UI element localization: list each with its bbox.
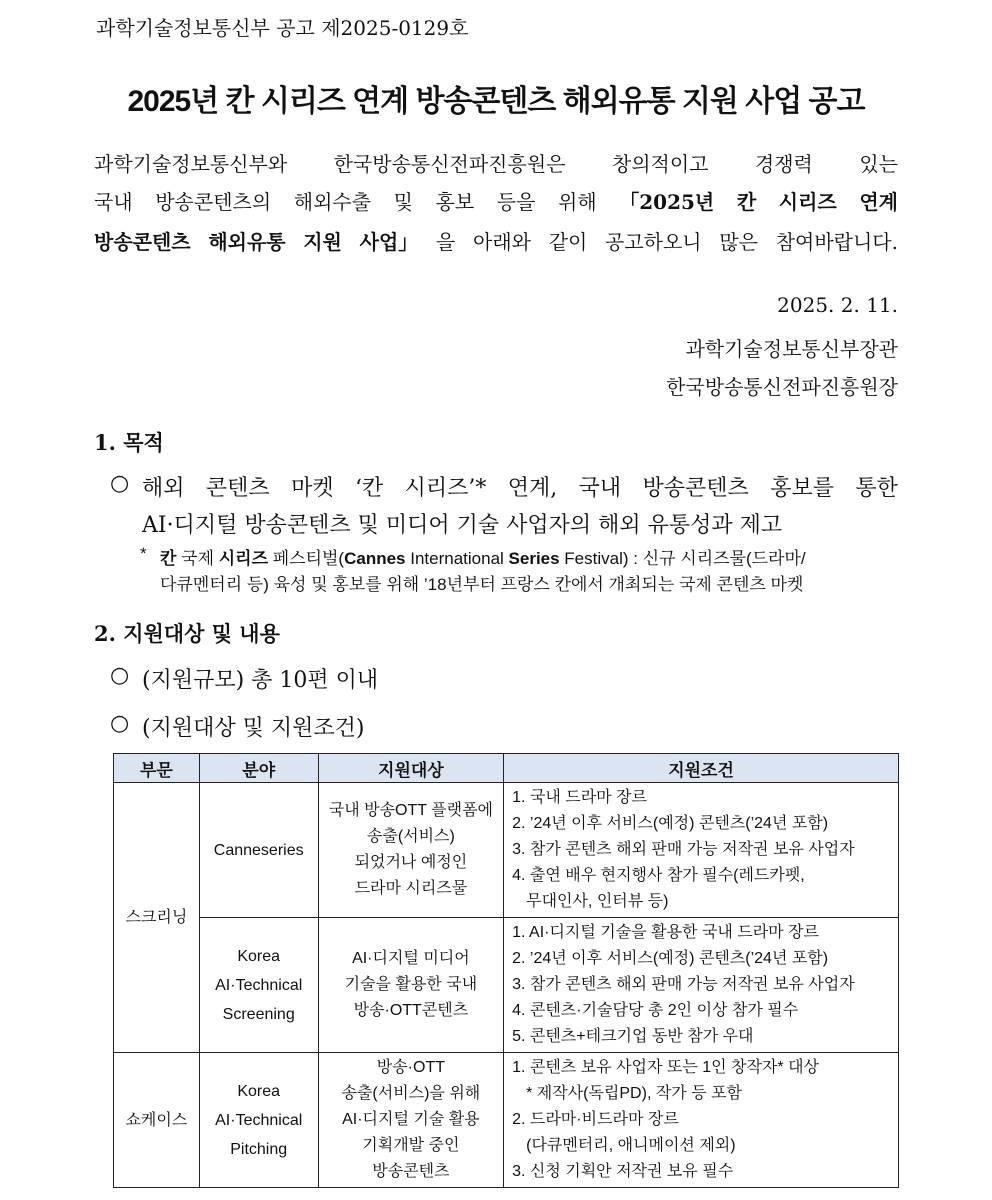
note-part: Series xyxy=(508,549,560,568)
document-title: 2025년 칸 시리즈 연계 방송콘텐츠 해외유통 지원 사업 공고 xyxy=(127,85,865,118)
purpose-line-1 xyxy=(142,471,898,502)
issuer-agency: 한국방송통신전파진흥원장 xyxy=(666,375,898,399)
note-part: Cannes xyxy=(344,549,406,568)
condition-item: 무대인사, 인터뷰 등) xyxy=(526,893,669,910)
target-cell xyxy=(318,918,503,1053)
condition-item: (다큐멘터리, 애니메이션 제외) xyxy=(526,1137,736,1154)
intro-word: 같이 xyxy=(548,230,588,254)
purpose-word: 콘텐츠 xyxy=(205,476,270,501)
purpose-note-line-1 xyxy=(160,544,806,569)
intro-word: 해외수출 xyxy=(293,190,372,214)
note-part: International xyxy=(405,549,509,568)
note-part: 페스티벌( xyxy=(268,549,345,568)
cell-line: AI·디지털 기술 활용 xyxy=(342,1111,480,1128)
intro-word: 방송콘텐츠의 xyxy=(155,190,272,214)
condition-item: 1. AI·디지털 기술을 활용한 국내 드라마 장르 xyxy=(512,924,819,941)
intro-line-1 xyxy=(94,148,898,177)
section-1-heading: 1. 목적 xyxy=(94,430,164,455)
intro-bold-word: 시리즈 xyxy=(778,190,837,214)
purpose-word: 시리즈’* xyxy=(404,476,487,501)
condition-item: 5. 콘텐츠+테크기업 동반 참가 우대 xyxy=(512,1028,754,1045)
conditions-cell xyxy=(504,1053,899,1188)
intro-word: 위해 xyxy=(558,190,597,214)
intro-bold-word: 사업」 xyxy=(359,230,419,254)
field-cell xyxy=(199,918,318,1053)
cell-line: 국내 방송OTT 플랫폼에 xyxy=(328,802,493,819)
intro-word: 한국방송통신전파진흥원은 xyxy=(333,152,566,176)
condition-item: 3. 참가 콘텐츠 해외 판매 가능 저작권 보유 사업자 xyxy=(512,976,855,993)
field-cell xyxy=(199,783,318,918)
cell-line: 기술을 활용한 국내 xyxy=(344,976,478,993)
table-row xyxy=(114,1053,899,1188)
purpose-note-mark: * xyxy=(140,544,147,563)
intro-word: 참여바랍니다. xyxy=(775,230,898,254)
note-part: 시리즈 xyxy=(218,549,269,568)
intro-word: 을 xyxy=(435,230,456,254)
cell-line: 방송·OTT xyxy=(376,1059,445,1076)
cell-line: 송출(서비스) xyxy=(366,828,455,845)
cell-line: AI·Technical xyxy=(215,976,303,994)
condition-item: 2. ’24년 이후 서비스(예정) 콘텐츠(’24년 포함) xyxy=(512,815,829,832)
issuer-minister: 과학기술정보통신부장관 xyxy=(685,337,898,361)
purpose-word: ‘칸 xyxy=(354,476,384,501)
intro-word: 경쟁력 xyxy=(754,152,813,176)
intro-bold-word: 연계 xyxy=(859,190,898,214)
bullet-mark: ○ xyxy=(110,663,130,688)
condition-item: 1. 콘텐츠 보유 사업자 또는 1인 창작자* 대상 xyxy=(512,1059,819,1076)
condition-item: 4. 콘텐츠·기술담당 총 2인 이상 참가 필수 xyxy=(512,1002,799,1019)
condition-item: 2. 드라마·비드라마 장르 xyxy=(512,1111,679,1128)
cell-line: 되었거나 예정인 xyxy=(354,854,468,871)
cell-line: Korea xyxy=(237,947,281,965)
intro-line-3 xyxy=(94,226,898,255)
intro-bold-word: 방송콘텐츠 xyxy=(94,230,191,254)
note-part: 국제 xyxy=(176,549,219,568)
cell-line: 방송·OTT콘텐츠 xyxy=(353,1002,469,1019)
conditions-cell xyxy=(504,783,899,918)
cell-line: Canneseries xyxy=(213,841,304,859)
intro-word: 공고하오니 xyxy=(605,230,702,254)
target-cell xyxy=(318,1053,503,1188)
header-field: 분야 xyxy=(199,754,318,783)
purpose-line-2: AI·디지털 방송콘텐츠 및 미디어 기술 사업자의 해외 유통성과 제고 xyxy=(142,513,783,538)
condition-item: 1. 국내 드라마 장르 xyxy=(512,789,647,806)
purpose-word: 홍보를 xyxy=(770,476,834,501)
intro-line-2 xyxy=(94,186,898,215)
purpose-word: 국내 xyxy=(578,476,622,501)
header-category: 부문 xyxy=(114,754,200,783)
cell-line: AI·디지털 미디어 xyxy=(352,950,470,967)
announcement-date: 2025. 2. 11. xyxy=(777,293,898,317)
intro-word: 창의적이고 xyxy=(611,152,709,176)
bullet-mark: ○ xyxy=(110,711,130,736)
section-2-heading: 2. 지원대상 및 내용 xyxy=(94,621,280,646)
intro-word: 있는 xyxy=(859,152,898,176)
intro-word: 과학기술정보통신부와 xyxy=(94,152,288,176)
support-table xyxy=(113,753,899,1188)
bullet-mark: ○ xyxy=(110,471,130,496)
intro-bold-word: 해외유통 xyxy=(208,230,286,254)
intro-word: 홍보 xyxy=(435,190,475,214)
category-cell: 쇼케이스 xyxy=(114,1053,200,1188)
table-row xyxy=(114,918,899,1053)
cell-line: AI·Technical xyxy=(215,1111,303,1129)
intro-word: 아래와 xyxy=(473,230,531,254)
cell-line: 송출(서비스)을 위해 xyxy=(341,1085,481,1102)
purpose-note-line-2: 다큐멘터리 등) 육성 및 홍보를 위해 ’18년부터 프랑스 칸에서 개최되는 국제 콘텐츠 마켓 xyxy=(160,575,804,594)
purpose-word: 방송콘텐츠 xyxy=(642,476,749,501)
condition-item: 4. 출연 배우 현지행사 참가 필수(레드카펫, xyxy=(512,867,805,884)
intro-word: 및 xyxy=(393,190,413,214)
intro-bold-word: 지원 xyxy=(303,230,342,254)
category-cell: 스크리닝 xyxy=(114,783,200,1053)
cell-line: Screening xyxy=(222,1005,295,1023)
cell-line: Korea xyxy=(237,1082,281,1100)
purpose-word: 해외 xyxy=(142,476,185,501)
field-cell xyxy=(199,1053,318,1188)
conditions-cell xyxy=(504,918,899,1053)
intro-word: 국내 xyxy=(94,190,133,214)
note-part: 칸 xyxy=(160,549,177,568)
cell-line: 방송콘텐츠 xyxy=(372,1163,450,1180)
support-scale: (지원규모) 총 10편 이내 xyxy=(142,668,379,693)
purpose-word: 연계, xyxy=(507,476,558,501)
header-target: 지원대상 xyxy=(318,754,503,783)
condition-item: 2. ’24년 이후 서비스(예정) 콘텐츠(’24년 포함) xyxy=(512,950,829,967)
cell-line: 기획개발 중인 xyxy=(362,1137,460,1154)
intro-bold-word: 칸 xyxy=(736,190,757,214)
purpose-word: 통한 xyxy=(855,476,898,501)
notice-number: 과학기술정보통신부 공고 제2025-0129호 xyxy=(96,16,469,40)
condition-item: * 제작사(독립PD), 작가 등 포함 xyxy=(526,1085,743,1102)
purpose-word: 마켓 xyxy=(291,476,334,501)
cell-line: Pitching xyxy=(230,1140,288,1158)
header-conditions: 지원조건 xyxy=(504,754,899,783)
intro-bold-word: 「2025년 xyxy=(619,190,715,214)
intro-word: 많은 xyxy=(719,230,758,254)
support-target-heading: (지원대상 및 지원조건) xyxy=(142,716,365,741)
table-row xyxy=(114,783,899,918)
note-part: Festival) : 신규 시리즈물(드라마/ xyxy=(559,549,806,568)
cell-line: 드라마 시리즈물 xyxy=(354,880,468,897)
table-header-row xyxy=(114,754,899,783)
target-cell xyxy=(318,783,503,918)
intro-word: 등을 xyxy=(496,190,536,214)
condition-item: 3. 신청 기획안 저작권 보유 필수 xyxy=(512,1163,734,1180)
condition-item: 3. 참가 콘텐츠 해외 판매 가능 저작권 보유 사업자 xyxy=(512,841,855,858)
